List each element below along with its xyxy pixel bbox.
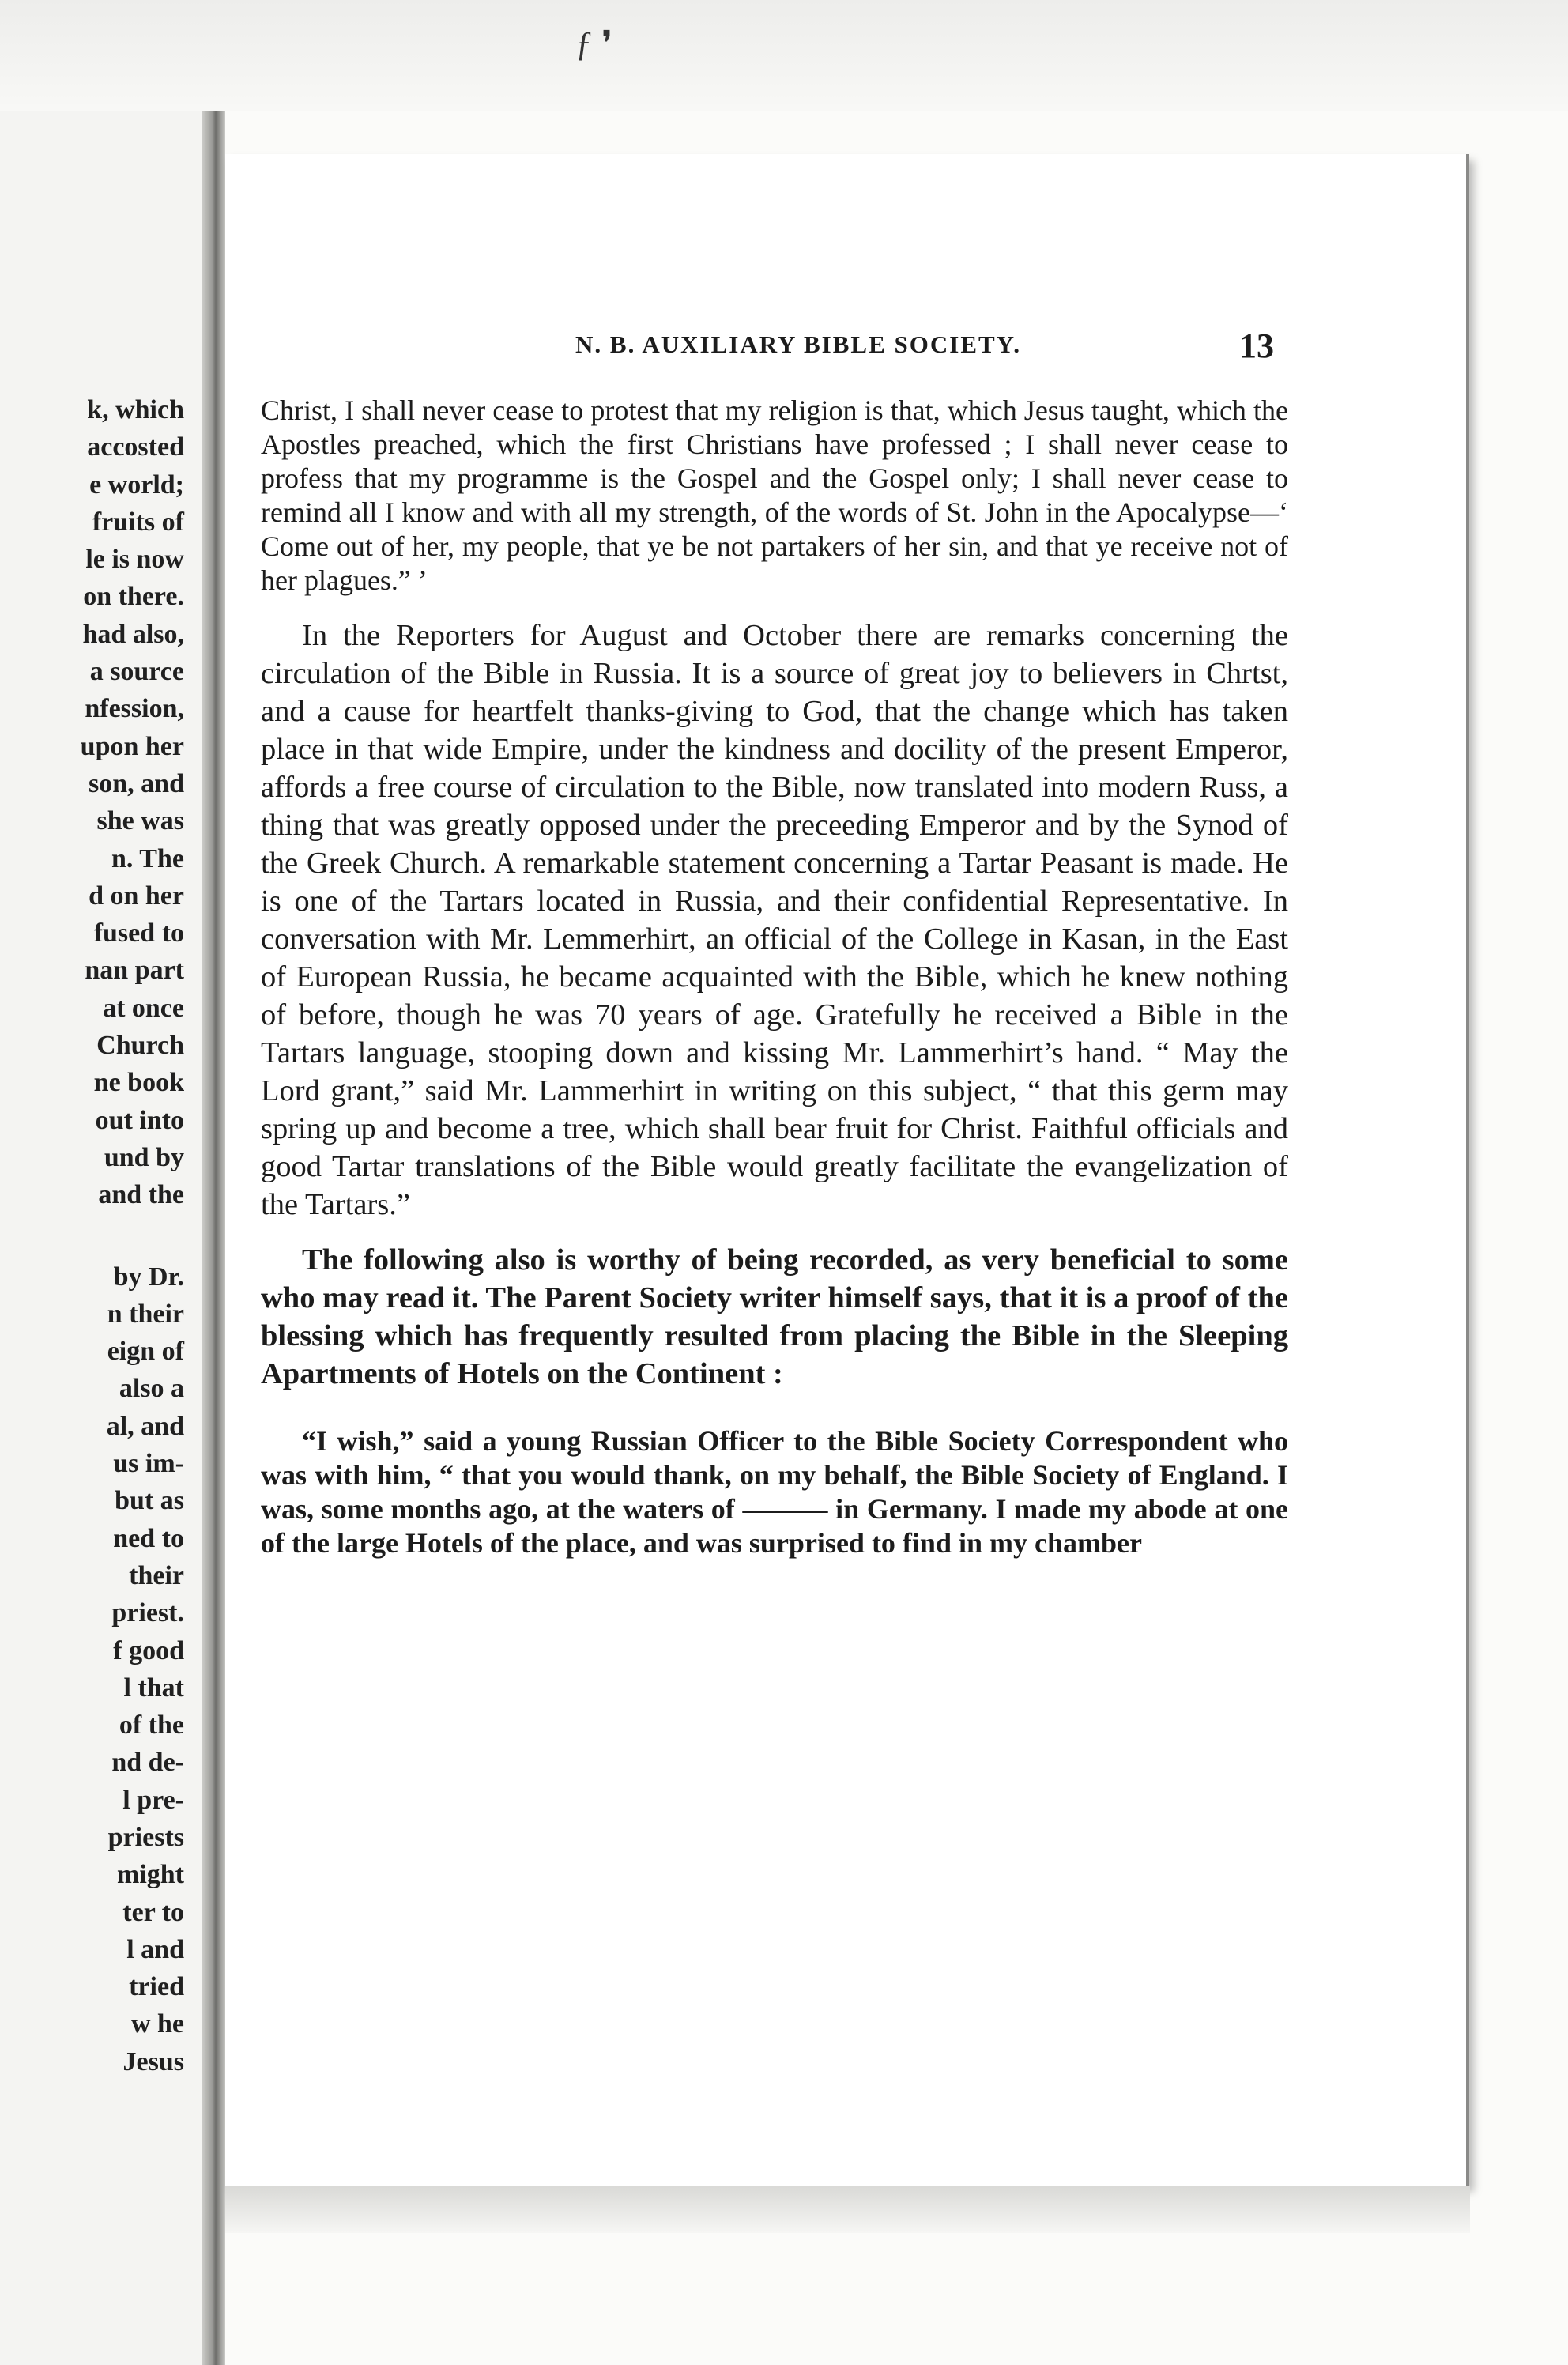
left-page-fragment-line: fused to — [93, 918, 184, 949]
quote-continuation-paragraph: Christ, I shall never cease to protest that my religion is that, which Jesus taught, which the Apostles preached, which the first Christians have professed ; I shall never cease to profess that my programme is the Gospel and the Gospel only; I shall never cease to remind all I know and with all my strength, of the words of St. John in the Apocalypse—‘ Come out of her, my people, that ye be not partakers of her sin, and that ye receive not of her plagues.” ’ — [261, 394, 1288, 596]
left-page-fragment-line: eign of — [107, 1337, 184, 1367]
left-page-fragment-line: n their — [107, 1299, 184, 1329]
left-page-fragment-line: nfession, — [85, 694, 184, 724]
book-gutter — [202, 111, 225, 2365]
left-page-fragment-line: upon her — [80, 731, 184, 761]
left-page-fragment-line: ne book — [93, 1068, 184, 1098]
left-page-fragment-line: ter to — [122, 1897, 184, 1927]
left-page-fragment-line: le is now — [85, 545, 184, 575]
body-text — [261, 394, 1288, 1560]
reporters-paragraph: In the Reporters for August and October there are remarks concerning the circulation of the Bible in Russia. It is a source of great joy to believers in Chrtst, and a cause for heartfelt thanks-giving to God, that the change which has taken place in that wide Empire, under the kindness and docility of the present Emperor, affords a free course of circulation to the Bible, now translated into modern Russ, a thing that was greatly opposed under the preceeding Emperor and by the Synod of the Greek Church. A remarkable statement concerning a Tartar Peasant is made. He is one of the Tartars located in Russia, and their confidential Representative. In conversation with Mr. Lemmerhirt, an official of the College in Kasan, in the East of European Russia, he became acquainted with the Bible, which he knew nothing of before, though he was 70 years of age. Gratefully he received a Bible in the Tartars language, stooping down and kissing Mr. Lammerhirt’s hand. “ May the Lord grant,” said Mr. Lammerhirt in writing on this subject, “ that this germ may spring up and become a tree, which shall bear fruit for Christ. Faithful officials and good Tartar translations of the Bible would greatly facilitate the evangelization of the Tartars.” — [261, 619, 1288, 1221]
left-page-fragment-line: a source — [89, 657, 184, 687]
left-page-fragment-line: nd de- — [111, 1748, 184, 1778]
left-page-fragment-line: on there. — [83, 582, 184, 612]
left-page-fragment-line: and the — [98, 1180, 184, 1210]
russian-officer-letter-paragraph: “I wish,” said a young Russian Officer to the Bible Society Correspondent who was with him, “ that you would thank, on my behalf, the Bible Society of England. I was, some months ago, at the waters of ——— in Germany. I made my abode at one of the large Hotels of the place, and was surprised to find in my chamber — [261, 1425, 1288, 1559]
left-page-fragment-line: k, which — [87, 395, 184, 424]
left-page-fragment-line: Church — [96, 1031, 184, 1061]
left-page-edge — [0, 111, 202, 2365]
left-page-fragment-line: d on her — [89, 881, 184, 911]
left-page-fragment-line: priest. — [111, 1598, 184, 1628]
left-page-fragment-line: l that — [123, 1673, 184, 1703]
left-page-fragment-line: she was — [96, 806, 184, 836]
left-page-fragment-line: ned to — [113, 1523, 184, 1553]
running-head: N. B. AUXILIARY BIBLE SOCIETY. — [575, 330, 1021, 358]
left-page-fragment-line: at once — [103, 993, 184, 1023]
page-number: 13 — [1239, 326, 1274, 365]
left-page-fragment-line: of the — [119, 1711, 184, 1741]
left-page-fragment-line: out into — [95, 1105, 184, 1135]
left-page-fragment-line: nan part — [85, 956, 184, 986]
left-page-fragment-line: had also, — [82, 619, 184, 649]
left-page-fragment-line: und by — [104, 1142, 184, 1172]
film-top-edge — [0, 0, 1568, 111]
left-page-fragment-line: Jesus — [122, 2046, 184, 2076]
left-page-fragment-line: l pre- — [122, 1785, 184, 1815]
left-page-fragment-line: us im- — [113, 1449, 184, 1479]
left-page-fragment-line: w he — [130, 2009, 184, 2039]
page-bottom-shadow — [225, 2186, 1470, 2233]
left-page-fragment-line — [81, 1214, 184, 1258]
left-page-fragment-line: might — [117, 1860, 184, 1890]
left-page-fragment-line: al, and — [106, 1411, 184, 1441]
film-specks: ƒ ❜ — [575, 25, 613, 63]
left-page-fragment-line: fruits of — [92, 507, 184, 537]
following-paragraph: The following also is worthy of being recorded, as very beneficial to some who may read it. The Parent Society writer himself says, that it is a proof of the blessing which has frequently resulted from placing the Bible in the Sleeping Apartments of Hotels on the Continent : — [261, 1243, 1288, 1390]
left-page-fragment-line: tried — [129, 1972, 184, 2002]
left-page-fragment-line: their — [129, 1560, 184, 1590]
left-page-fragment-line: but as — [115, 1486, 184, 1516]
left-page-fragment-line: l and — [126, 1934, 184, 1964]
left-page-fragment-line: son, and — [89, 768, 184, 798]
left-page-fragment-line: accosted — [87, 432, 184, 462]
left-page-fragment-line: n. The — [111, 843, 184, 873]
left-page-fragment-line: f good — [113, 1635, 184, 1665]
left-page-fragments — [81, 391, 184, 2080]
left-page-fragment-line: priests — [107, 1822, 184, 1852]
left-page-fragment-line: by Dr. — [113, 1262, 184, 1292]
left-page-fragment-line: also a — [119, 1374, 184, 1404]
left-page-fragment-line: e world; — [89, 470, 184, 500]
